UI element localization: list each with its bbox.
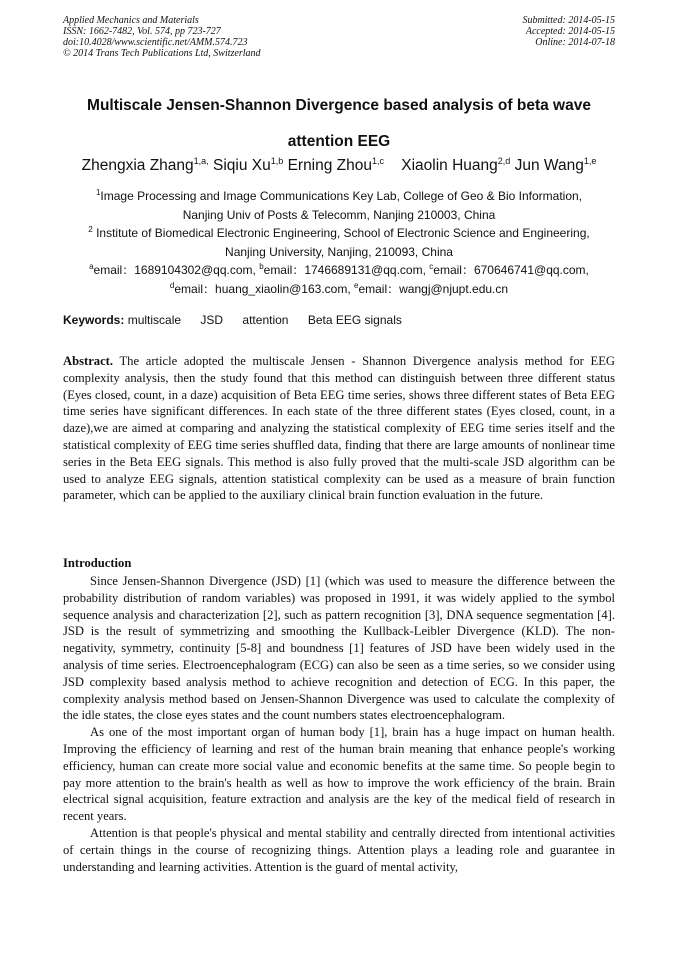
affiliation-1-mark: 1 bbox=[95, 188, 101, 197]
paper-title bbox=[40, 88, 638, 160]
affiliation-2-mark: 2 bbox=[88, 225, 93, 234]
paragraph: As one of the most important organ of human body [1], brain has a huge impact on human health. Improving the efficiency of learning and rest of the human brain meaning that enhance people's working efficiency, human can create more social value and economic benefits at the same time. So people begin to pay more attention to the brain's health as well as how to improve the work efficiency of the brain. Brain electrical signal acquisition, feature extraction and analysis are the key of the medical field of research in recent years. bbox=[63, 725, 615, 824]
email-line-1 bbox=[30, 261, 648, 280]
issn-line: ISSN: 1662-7482, Vol. 574, pp 723-727 bbox=[63, 26, 221, 37]
author-list bbox=[20, 156, 658, 176]
submission-dates bbox=[523, 15, 616, 48]
affiliation-1-line-2: Nanjing Univ of Posts & Telecomm, Nanjing 210003, China bbox=[182, 207, 496, 222]
keywords-line bbox=[63, 312, 418, 328]
email-line-2 bbox=[30, 280, 648, 299]
journal-name: Applied Mechanics and Materials bbox=[63, 15, 199, 26]
affiliation-2-line-1 bbox=[30, 224, 648, 243]
abstract bbox=[63, 353, 615, 504]
accepted-date: Accepted: 2014-05-15 bbox=[525, 26, 615, 37]
email-a[interactable]: email：1689104302@qq.com, bbox=[93, 263, 256, 277]
email-e[interactable]: email：wangj@njupt.edu.cn bbox=[358, 281, 509, 296]
author-name: Erning Zhou bbox=[287, 157, 373, 174]
email-mark: b bbox=[259, 262, 264, 271]
email-mark: d bbox=[169, 280, 175, 290]
paragraph: Attention is that people's physical and mental stability and centrally directed from intentional activities of certain things in the course of recognizing things. Attention plays a leading role and guarantee in understanding and learning activities. Attention is the guard of mental activity, bbox=[63, 825, 615, 874]
keyword: multiscale bbox=[127, 313, 182, 327]
email-c[interactable]: email：670646741@qq.com, bbox=[433, 263, 589, 277]
title-line-1: Multiscale Jensen-Shannon Divergence based analysis of beta wave bbox=[87, 97, 591, 114]
author-affiliation-mark: 1,c bbox=[372, 156, 385, 166]
keyword: attention bbox=[242, 313, 289, 327]
author-affiliation-mark: 2,d bbox=[497, 156, 511, 166]
keyword: JSD bbox=[200, 313, 224, 327]
author-name: Siqiu Xu bbox=[213, 157, 271, 174]
keywords-label: Keywords: bbox=[63, 313, 125, 327]
introduction-body bbox=[63, 573, 615, 875]
submitted-date: Submitted: 2014-05-15 bbox=[522, 15, 615, 26]
email-mark: c bbox=[429, 262, 434, 271]
affiliation-2-line-2: Nanjing University, Nanjing, 210093, China bbox=[225, 244, 453, 259]
affiliations bbox=[30, 187, 648, 298]
email-d[interactable]: email：huang_xiaolin@163.com, bbox=[174, 281, 351, 296]
affiliation-2-text: Institute of Biomedical Electronic Engineering, School of Electronic Science and Engineering, bbox=[96, 226, 590, 240]
doi-line: doi:10.4028/www.scientific.net/AMM.574.723 bbox=[63, 37, 248, 48]
abstract-label: Abstract. bbox=[63, 354, 114, 368]
section-heading-introduction: Introduction bbox=[63, 556, 132, 570]
abstract-text: The article adopted the multiscale Jensen - Shannon Divergence analysis method for EEG complexity analysis, then the study found that this method can distinguish between three different status (Eyes closed, count, in a daze) acquisition of Beta EEG time series, shows three different states of Beta EEG time series have significant differences. In each state of the three different states (Eyes closed, count, in a daze),we are aimed at comparing and analyzing the statistical complexity of EEG time series itself and the statistical complexity of EEG time series shuffled data, finding that there are large amounts of nonlinear time series in the Beta EEG signals. This method is also fully proved that the multi-scale JSD algorithm can be used to analyze EEG signals, attention statistical complexity can be used as a measure of brain function parameter, which can be applied to the auxiliary clinical brain function evaluation in the future. bbox=[63, 354, 616, 503]
copyright-line: © 2014 Trans Tech Publications Ltd, Switzerland bbox=[63, 48, 261, 59]
online-date: Online: 2014-07-18 bbox=[535, 37, 615, 48]
paragraph: Since Jensen-Shannon Divergence (JSD) [1] (which was used to measure the difference between the probability distribution of random variables) was proposed in 1991, it was widely applied to the symbol sequence analysis and characterization [2], such as pattern recognition [3], DNA sequence segmentation [4]. JSD is the result of symmetrizing and smoothing the Kullback-Leibler Divergence (KLD). The non-negativity, symmetry, continuity [5-8] and boundness [1] features of JSD have been widely used in the analysis of time series. Electroencephalogram (ECG) can also be seen as a time series, so we consider using JSD complexity based analysis method to achieve recognition and detection of ECG. In this paper, the complexity analysis method based on Jensen-Shannon Divergence was used to calculate the complexity of the idle states, the close eyes states and the count numbers states electroencephalogram. bbox=[63, 574, 615, 723]
title-line-2: attention EEG bbox=[287, 133, 391, 150]
journal-info bbox=[63, 15, 261, 59]
author-affiliation-mark: 1,b bbox=[270, 156, 284, 166]
affiliation-1-line-1 bbox=[30, 187, 648, 206]
email-mark: e bbox=[354, 280, 359, 290]
author-name: Xiaolin Huang bbox=[401, 157, 498, 174]
affiliation-1-text: Image Processing and Image Communications Key Lab, College of Geo & Bio Information, bbox=[100, 189, 583, 203]
author-name: Jun Wang bbox=[514, 157, 584, 174]
keyword: Beta EEG signals bbox=[307, 313, 402, 327]
author-affiliation-mark: 1,a, bbox=[193, 156, 209, 166]
author-affiliation-mark: 1,e bbox=[583, 156, 597, 166]
author-name: Zhengxia Zhang bbox=[81, 157, 194, 174]
email-b[interactable]: email：1746689131@qq.com, bbox=[263, 263, 426, 277]
email-mark: a bbox=[89, 262, 94, 271]
